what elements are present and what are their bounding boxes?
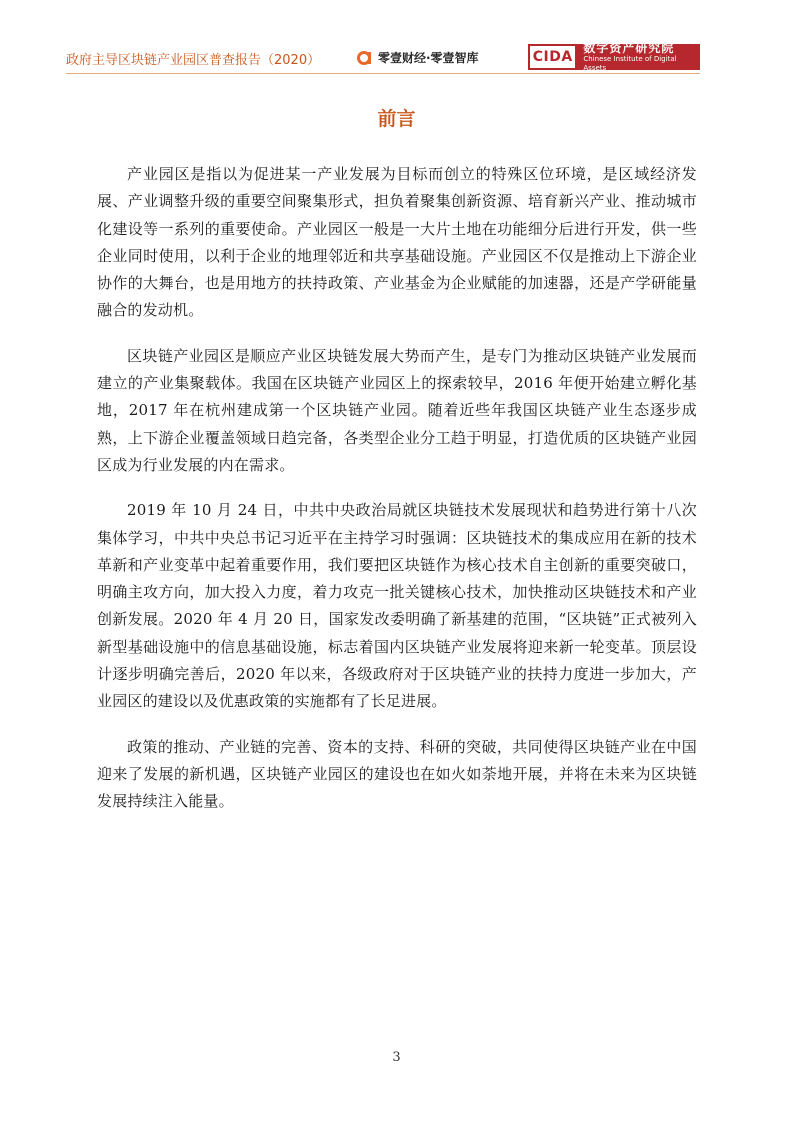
page-number: 3 (392, 1050, 401, 1065)
brand-text: 零壹财经·零壹智库 (378, 50, 479, 65)
report-title: 政府主导区块链产业园区普查报告（2020） (66, 53, 321, 68)
body-text (97, 161, 697, 834)
cida-name-en: Chinese Institute of Digital Assets (583, 54, 677, 72)
paragraph: 2019 年 10 月 24 日，中共中央政治局就区块链技术发展现状和趋势进行第十八次集体学习，中共中央总书记习近平在主持学习时强调：区块链技术的集成应用在新的技术革新和产业变革中起着重要作用，我们要把区块链作为核心技术自主创新的重要突破口，明确主攻方向，加大投入力度，着力攻克一批关键核心技术，加快推动区块链技术和产业创新发展。2020 年 4 月 20 日，国家发改委明确了新基建的范围，“区块链”正式被列入新型基础设施中的信息基础设施，标志着国内区块链产业发展将迎来新一轮变革。顶层设计逐步明确完善后，2020 年以来，各级政府对于区块链产业的扶持力度进一步加大，产业园区的建设以及优惠政策的实施都有了长足进展。 (97, 501, 697, 711)
lingyi-logo-icon (356, 48, 374, 66)
cida-logo-icon: CIDA (528, 44, 577, 70)
cida-banner (528, 40, 700, 72)
header-divider (66, 73, 700, 74)
page-header (0, 0, 793, 74)
paragraph: 区块链产业园区是顺应产业区块链发展大势而产生，是专门为推动区块链产业发展而建立的产业集聚载体。我国在区块链产业园区上的探索较早，2016 年便开始建立孵化基地，2017 年在杭州建成第一个区块链产业园。随着近些年我国区块链产业生态逐步成熟，上下游企业覆盖领域日趋完备，各类型企业分工趋于明显，打造优质的区块链产业园区成为行业发展的内在需求。 (97, 346, 697, 474)
cida-name-cn: 数字资产研究院 (583, 40, 675, 55)
page-title: 前言 (377, 108, 416, 130)
brand-lingyi (356, 47, 479, 67)
paragraph: 产业园区是指以为促进某一产业发展为目标而创立的特殊区位环境，是区域经济发展、产业调整升级的重要空间聚集形式，担负着聚集创新资源、培育新兴产业、推动城市化建设等一系列的重要使命。产业园区一般是一大片土地在功能细分后进行开发，供一些企业同时使用，以利于企业的地理邻近和共享基础设施。产业园区不仅是推动上下游企业协作的大舞台，也是用地方的扶持政策、产业基金为企业赋能的加速器，还是产学研能量融合的发动机。 (97, 165, 697, 320)
paragraph: 政策的推动、产业链的完善、资本的支持、科研的突破，共同使得区块链产业在中国迎来了发展的新机遇，区块链产业园区的建设也在如火如荼地开展，并将在未来为区块链发展持续注入能量。 (97, 737, 697, 811)
